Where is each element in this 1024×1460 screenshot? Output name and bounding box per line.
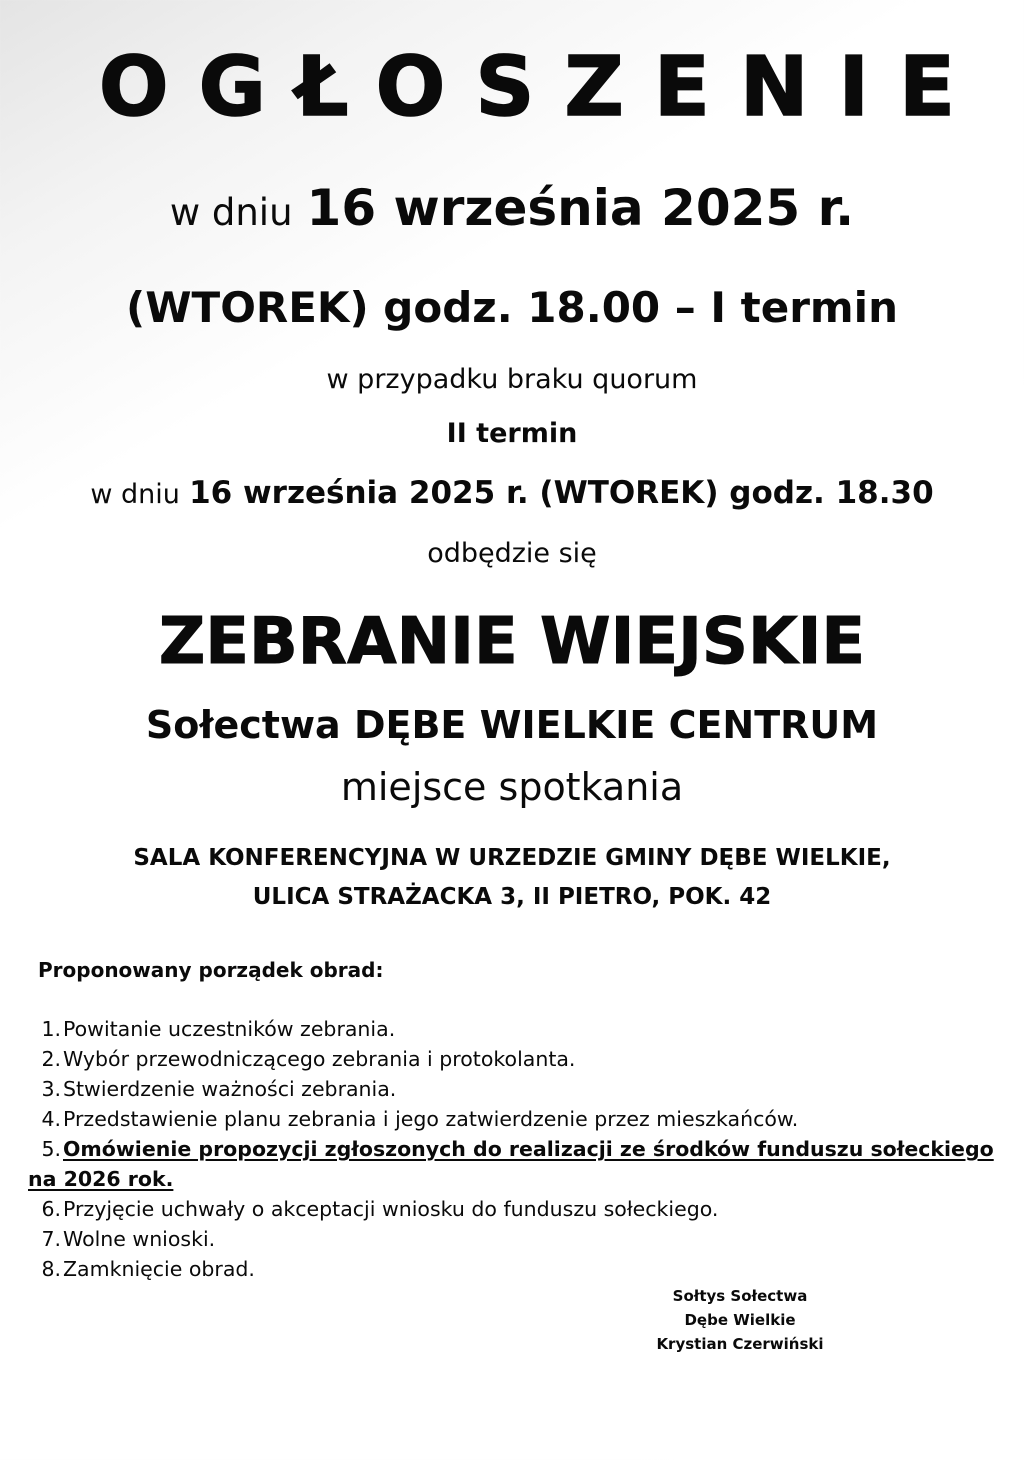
agenda-item-number: 2.	[41, 1047, 61, 1071]
agenda-item	[28, 1254, 998, 1284]
agenda-item	[28, 1014, 998, 1044]
first-date-line	[0, 176, 1024, 245]
agenda-item-text: Stwierdzenie ważności zebrania.	[63, 1077, 397, 1101]
agenda-item	[28, 1224, 998, 1254]
will-take-place: odbędzie się	[427, 538, 597, 569]
quorum-note: w przypadku braku quorum	[326, 364, 698, 395]
agenda-item-highlighted	[28, 1134, 998, 1194]
second-date-prefix: w dniu	[90, 479, 180, 510]
second-date: 16 września 2025 r. (WTOREK) godz. 18.30	[189, 475, 934, 511]
venue-line-1: SALA KONFERENCYJNA W URZEDZIE GMINY DĘBE WIELKIE,	[133, 845, 891, 871]
first-date-prefix: w dniu	[169, 191, 293, 234]
first-term-time: (WTOREK) godz. 18.00 – I termin	[126, 283, 898, 332]
agenda-list	[28, 1014, 998, 1284]
agenda-item-number: 4.	[41, 1107, 61, 1131]
signature-village: Dębe Wielkie	[684, 1311, 796, 1329]
agenda-item	[28, 1104, 998, 1134]
venue-line-2: ULICA STRAŻACKA 3, II PIETRO, POK. 42	[252, 884, 772, 910]
second-date-line	[0, 471, 1024, 517]
agenda-item-number: 8.	[41, 1257, 61, 1281]
signature-role: Sołtys Sołectwa	[672, 1287, 808, 1305]
agenda-item-number: 1.	[41, 1017, 61, 1041]
agenda-item-number: 3.	[41, 1077, 61, 1101]
agenda-item	[28, 1074, 998, 1104]
agenda-item-number: 7.	[41, 1227, 61, 1251]
venue-label: miejsce spotkania	[340, 765, 684, 809]
agenda-item-text: Przyjęcie uchwały o akceptacji wniosku do funduszu sołeckiego.	[63, 1197, 719, 1221]
agenda-item-number: 6.	[41, 1197, 61, 1221]
signature-name: Krystian Czerwiński	[656, 1335, 824, 1353]
village-line	[0, 698, 1024, 752]
first-date: 16 września 2025 r.	[306, 179, 855, 237]
agenda-item-text: Powitanie uczestników zebrania.	[63, 1017, 396, 1041]
agenda-item-text: Wolne wnioski.	[63, 1227, 216, 1251]
village-prefix: Sołectwa	[145, 703, 341, 747]
agenda-item-text: Przedstawienie planu zebrania i jego zatwierdzenie przez mieszkańców.	[63, 1107, 799, 1131]
agenda-item-text: Omówienie propozycji zgłoszonych do realizacji ze środków funduszu sołeckiego na 2026 rok.	[28, 1137, 994, 1191]
signature-block	[600, 1284, 880, 1356]
agenda-item-number: 5.	[41, 1137, 61, 1161]
second-term-label: II termin	[446, 418, 578, 449]
village-name: DĘBE WIELKIE CENTRUM	[353, 703, 879, 747]
meeting-title: ZEBRANIE WIEJSKIE	[158, 605, 866, 679]
notice-title: OGŁOSZENIE	[98, 40, 986, 135]
agenda-item	[28, 1044, 998, 1074]
agenda-item-text: Zamknięcie obrad.	[63, 1257, 255, 1281]
agenda-item	[28, 1194, 998, 1224]
agenda-item-text: Wybór przewodniczącego zebrania i protokolanta.	[63, 1047, 576, 1071]
agenda-title: Proponowany porządek obrad:	[38, 958, 384, 982]
